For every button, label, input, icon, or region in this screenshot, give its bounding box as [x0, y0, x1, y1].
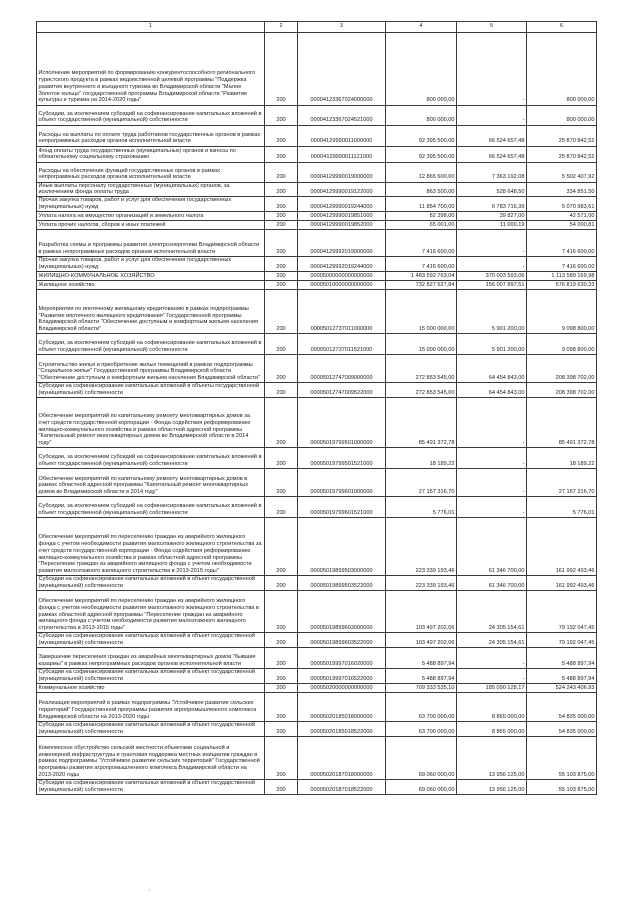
row-kind-cell: 200: [265, 497, 298, 518]
row-approved-cell: 223 339 193,46: [386, 518, 457, 576]
table-row: [37, 669, 597, 684]
row-kind-cell: 200: [265, 32, 298, 105]
row-approved-cell: 85 491 372,78: [386, 398, 457, 448]
row-approved-cell: 82 398,00: [386, 212, 457, 221]
row-code-cell: 00004129990019000000: [298, 162, 386, 182]
row-remaining-cell: 800 000,00: [527, 105, 597, 125]
row-code-cell: 00005012747009000000: [298, 355, 386, 383]
row-remaining-cell: 18 189,22: [527, 448, 597, 469]
row-code-cell: 00005019899503522000: [298, 576, 386, 591]
row-executed-cell: 8 865 000,00: [457, 722, 527, 737]
row-remaining-cell: 85 491 372,78: [527, 398, 597, 448]
table-row: [37, 230, 597, 257]
row-name-cell: Расходы на выплаты по оплате труда работников государственных органов в рамках непрограммных расходов органов исполнительной власти: [37, 125, 265, 146]
budget-table: [36, 21, 597, 795]
row-executed-cell: 156 007 897,51: [457, 281, 527, 290]
row-kind-cell: 200: [265, 197, 298, 212]
row-code-cell: 00004129990011121000: [298, 146, 386, 162]
row-name-cell: Субсидии на софинансирование капитальных вложений в объект государственной (муниципальной) собственности: [37, 633, 265, 648]
row-name-cell: Уплата прочих налогов, сборов и иных платежей: [37, 221, 265, 230]
row-kind-cell: 200: [265, 648, 298, 669]
row-executed-cell: 8 865 000,00: [457, 693, 527, 722]
row-remaining-cell: 1 113 589 169,98: [527, 272, 597, 281]
row-executed-cell: 528 648,50: [457, 182, 527, 197]
row-executed-cell: -: [457, 257, 527, 272]
row-kind-cell: 200: [265, 469, 298, 497]
row-executed-cell: -: [457, 648, 527, 669]
row-approved-cell: 272 853 545,00: [386, 355, 457, 383]
row-executed-cell: 13 956 125,00: [457, 737, 527, 780]
row-executed-cell: -: [457, 469, 527, 497]
row-kind-cell: 200: [265, 722, 298, 737]
column-number: 4: [386, 22, 457, 33]
row-remaining-cell: 161 992 493,46: [527, 518, 597, 576]
row-kind-cell: 200: [265, 693, 298, 722]
row-executed-cell: 11 000,19: [457, 221, 527, 230]
row-approved-cell: 800 000,00: [386, 32, 457, 105]
table-row: [37, 398, 597, 448]
row-remaining-cell: 9 098 800,00: [527, 290, 597, 334]
row-executed-cell: -: [457, 497, 527, 518]
row-remaining-cell: 5 488 897,94: [527, 648, 597, 669]
row-approved-cell: 7 416 600,00: [386, 257, 457, 272]
row-executed-cell: -: [457, 230, 527, 257]
row-approved-cell: 732 827 527,84: [386, 281, 457, 290]
row-kind-cell: 200: [265, 448, 298, 469]
row-executed-cell: 61 346 700,00: [457, 518, 527, 576]
row-approved-cell: 5 776,01: [386, 497, 457, 518]
row-code-cell: 00005010000000000000: [298, 281, 386, 290]
row-code-cell: 00005019997016020000: [298, 648, 386, 669]
row-remaining-cell: 79 192 047,45: [527, 591, 597, 633]
row-code-cell: 00004129990019244000: [298, 197, 386, 212]
row-name-cell: Фонд оплаты труда государственных (муниципальных) органов и взносы по обязательному социальному страхованию: [37, 146, 265, 162]
table-row: [37, 272, 597, 281]
row-remaining-cell: 25 870 842,52: [527, 146, 597, 162]
row-name-cell: Строительство жилья и приобретение жилых помещений в рамках подпрограммы "Социальное жилье" Государственной программы Владимирской области "Обеспечение доступным и комфортным жильем населения Владимирской области": [37, 355, 265, 383]
row-code-cell: 00005019997016522000: [298, 669, 386, 684]
row-name-cell: Разработка схемы и программы развития электроэнергетики Владимирской области в рамках непрограммных расходов органов исполнительной власти: [37, 230, 265, 257]
row-remaining-cell: 42 571,00: [527, 212, 597, 221]
row-kind-cell: 200: [265, 182, 298, 197]
row-kind-cell: 200: [265, 257, 298, 272]
row-approved-cell: 103 497 202,06: [386, 633, 457, 648]
row-approved-cell: 800 000,00: [386, 105, 457, 125]
row-code-cell: 00005019799501000000: [298, 398, 386, 448]
row-name-cell: Субсидии на софинансирование капитальных вложений в объект государственной (муниципальной) собственности: [37, 722, 265, 737]
row-executed-cell: 66 524 657,48: [457, 125, 527, 146]
row-remaining-cell: 9 098 800,00: [527, 334, 597, 355]
row-code-cell: 00005012747009522000: [298, 383, 386, 398]
table-row: [37, 334, 597, 355]
row-remaining-cell: 5 776,01: [527, 497, 597, 518]
row-name-cell: Уплата налога на имущество организаций и земельного налога: [37, 212, 265, 221]
table-row: [37, 448, 597, 469]
row-name-cell: Жилищное хозяйство: [37, 281, 265, 290]
table-row: [37, 576, 597, 591]
row-approved-cell: 103 497 202,06: [386, 591, 457, 633]
row-kind-cell: 200: [265, 212, 298, 221]
row-approved-cell: 92 395 500,00: [386, 146, 457, 162]
table-row: [37, 257, 597, 272]
row-approved-cell: 27 157 316,70: [386, 469, 457, 497]
row-code-cell: 00004129990019122000: [298, 182, 386, 197]
row-executed-cell: -: [457, 669, 527, 684]
column-number: 2: [265, 22, 298, 33]
row-remaining-cell: 5 488 897,94: [527, 669, 597, 684]
row-executed-cell: -: [457, 32, 527, 105]
row-remaining-cell: 25 870 842,52: [527, 125, 597, 146]
table-row: [37, 737, 597, 780]
column-number-row: [37, 22, 597, 33]
row-approved-cell: 15 000 000,00: [386, 290, 457, 334]
table-row: [37, 197, 597, 212]
row-kind-cell: 200: [265, 272, 298, 281]
row-approved-cell: 63 700 000,00: [386, 693, 457, 722]
row-code-cell: 00005019799501521000: [298, 448, 386, 469]
row-approved-cell: 5 488 897,94: [386, 669, 457, 684]
row-name-cell: Обеспечение мероприятий по переселению граждан из аварийного жилищного фонда с учетом необходимости развития малоэтажного жилищного строительства за счет средств государственной корпорации - Фонда содействия реформированию жилищно-коммунального хозяйства в рамках областной адресной программы "Переселение граждан из аварийного жилищного фонда с учетом необходимости развития малоэтажного жилищного строительства в 2013-2015 годы": [37, 518, 265, 576]
row-executed-cell: 5 901 200,00: [457, 290, 527, 334]
row-remaining-cell: 576 819 630,33: [527, 281, 597, 290]
row-remaining-cell: 79 192 047,45: [527, 633, 597, 648]
row-remaining-cell: 7 416 600,00: [527, 230, 597, 257]
row-code-cell: 00004123367024521000: [298, 105, 386, 125]
table-row: [37, 469, 597, 497]
row-code-cell: 00005020185018000000: [298, 693, 386, 722]
row-remaining-cell: 7 416 600,00: [527, 257, 597, 272]
row-code-cell: 00004129990011000000: [298, 125, 386, 146]
row-approved-cell: 63 700 000,00: [386, 722, 457, 737]
row-executed-cell: 61 346 700,00: [457, 576, 527, 591]
row-executed-cell: 6 783 716,39: [457, 197, 527, 212]
row-approved-cell: 69 060 000,00: [386, 737, 457, 780]
row-executed-cell: 7 363 192,08: [457, 162, 527, 182]
row-kind-cell: 200: [265, 518, 298, 576]
row-remaining-cell: 54 835 000,00: [527, 693, 597, 722]
row-remaining-cell: 161 992 493,46: [527, 576, 597, 591]
table-row: [37, 162, 597, 182]
row-name-cell: Субсидии на софинансирование капитальных вложений в объект государственной (муниципальной) собственности: [37, 669, 265, 684]
row-remaining-cell: 5 070 983,61: [527, 197, 597, 212]
column-number: 3: [298, 22, 386, 33]
table-row: [37, 212, 597, 221]
row-approved-cell: 709 333 535,10: [386, 684, 457, 693]
table-row: [37, 518, 597, 576]
row-remaining-cell: 55 103 875,00: [527, 780, 597, 795]
row-executed-cell: -: [457, 105, 527, 125]
table-row: [37, 355, 597, 383]
row-remaining-cell: 54 000,81: [527, 221, 597, 230]
row-executed-cell: 13 956 125,00: [457, 780, 527, 795]
row-code-cell: 00005019899603000000: [298, 591, 386, 633]
row-executed-cell: 39 827,00: [457, 212, 527, 221]
row-name-cell: Исполнение мероприятий по формированию конкурентоспособного регионального туристского продукта в рамках ведомственной целевой программы "Поддержка развития внутреннего и въездного туризма во Владимирской области "Малое Золотое кольцо" государственной программы Владимирской области "Развитие культуры и туризма на 2014-2020 годы": [37, 32, 265, 105]
table-row: [37, 780, 597, 795]
row-name-cell: Субсидии на софинансирование капитальных вложений в объекты государственной (муниципальной) собственности: [37, 383, 265, 398]
row-approved-cell: 1 483 592 763,04: [386, 272, 457, 281]
table-row: [37, 125, 597, 146]
row-kind-cell: 200: [265, 281, 298, 290]
row-approved-cell: 69 060 000,00: [386, 780, 457, 795]
row-kind-cell: 200: [265, 221, 298, 230]
row-name-cell: Мероприятия по ипотечному жилищному кредитованию в рамках подпрограммы "Развитие ипотечного жилищного кредитования" Государственной программы Владимирской области "Обеспечение доступным и комфортным жильем населения Владимирской области": [37, 290, 265, 334]
row-kind-cell: 200: [265, 684, 298, 693]
row-executed-cell: 185 090 128,17: [457, 684, 527, 693]
table-body: [37, 32, 597, 795]
row-name-cell: Субсидии, за исключением субсидий на софинансирование капитальных вложений в объект государственной (муниципальной) собственности: [37, 497, 265, 518]
table-row: [37, 182, 597, 197]
row-name-cell: Реализация мероприятий в рамках подпрограммы "Устойчивое развитие сельских территорий" Государственной программы развития агропромышленного комплекса Владимирской области на 2013-2020 годы: [37, 693, 265, 722]
row-name-cell: Расходы на обеспечение функций государственных органов в рамках непрограммных расходов органов исполнительной власти: [37, 162, 265, 182]
table-row: [37, 633, 597, 648]
row-kind-cell: 200: [265, 398, 298, 448]
row-name-cell: Прочая закупка товаров, работ и услуг для обеспечения государственных (муниципальных) нужд: [37, 257, 265, 272]
table-row: [37, 146, 597, 162]
row-name-cell: Прочая закупка товаров, работ и услуг для обеспечения государственных (муниципальных) нужд: [37, 197, 265, 212]
row-executed-cell: 64 454 843,00: [457, 355, 527, 383]
row-kind-cell: 200: [265, 230, 298, 257]
row-kind-cell: 200: [265, 290, 298, 334]
column-number: 1: [37, 22, 265, 33]
row-approved-cell: 12 865 600,00: [386, 162, 457, 182]
row-remaining-cell: 800 000,00: [527, 32, 597, 105]
row-approved-cell: 15 000 000,00: [386, 334, 457, 355]
row-name-cell: Обеспечение мероприятий по капитальному ремонту многоквартирных домов за счет средств государственной корпорации - Фонда содействия реформированию жилищно-коммунального хозяйства в рамках областной адресной программы "Капитальный ремонт многоквартирных домов во Владимирской области в 2014 году": [37, 398, 265, 448]
row-kind-cell: 200: [265, 105, 298, 125]
row-code-cell: 00004129992019000000: [298, 230, 386, 257]
row-remaining-cell: 524 243 406,93: [527, 684, 597, 693]
column-number: 5: [457, 22, 527, 33]
row-remaining-cell: 27 157 316,70: [527, 469, 597, 497]
row-kind-cell: 200: [265, 669, 298, 684]
row-kind-cell: 200: [265, 591, 298, 633]
table-row: [37, 684, 597, 693]
row-name-cell: Субсидии, за исключением субсидий на софинансирование капитальных вложений в объект государственной (муниципальной) собственности: [37, 334, 265, 355]
scan-mark: ‚: [149, 886, 151, 892]
row-remaining-cell: 334 851,50: [527, 182, 597, 197]
table-row: [37, 497, 597, 518]
table-row: [37, 105, 597, 125]
table-row: [37, 32, 597, 105]
row-remaining-cell: 5 502 407,92: [527, 162, 597, 182]
row-name-cell: Иные выплаты персоналу государственных (муниципальных) органов, за исключением фонда оплаты труда: [37, 182, 265, 197]
row-kind-cell: 200: [265, 737, 298, 780]
row-executed-cell: 24 305 154,61: [457, 633, 527, 648]
row-kind-cell: 200: [265, 146, 298, 162]
column-number: 6: [527, 22, 597, 33]
row-kind-cell: 200: [265, 633, 298, 648]
table-row: [37, 722, 597, 737]
row-name-cell: Завершение переселения граждан из аварийных многоквартирных домов "бывшие казармы" в рамках непрограммных расходов органов исполнительной власти: [37, 648, 265, 669]
row-remaining-cell: 208 398 702,00: [527, 383, 597, 398]
row-code-cell: 00004129992019244000: [298, 257, 386, 272]
row-executed-cell: 64 454 843,00: [457, 383, 527, 398]
table-row: [37, 281, 597, 290]
row-code-cell: 00005012737011521000: [298, 334, 386, 355]
row-executed-cell: 66 524 657,48: [457, 146, 527, 162]
row-kind-cell: 200: [265, 383, 298, 398]
row-code-cell: 00005019799601521000: [298, 497, 386, 518]
row-code-cell: 00005019899503000000: [298, 518, 386, 576]
row-remaining-cell: 208 398 702,00: [527, 355, 597, 383]
table-row: [37, 648, 597, 669]
table-row: [37, 693, 597, 722]
row-approved-cell: 7 416 600,00: [386, 230, 457, 257]
row-executed-cell: 24 305 154,61: [457, 591, 527, 633]
table-row: [37, 221, 597, 230]
table-row: [37, 591, 597, 633]
row-kind-cell: 200: [265, 576, 298, 591]
row-executed-cell: -: [457, 398, 527, 448]
table-row: [37, 383, 597, 398]
row-kind-cell: 200: [265, 355, 298, 383]
row-approved-cell: 11 854 700,00: [386, 197, 457, 212]
row-code-cell: 00005020187018000000: [298, 737, 386, 780]
table-row: [37, 290, 597, 334]
row-executed-cell: -: [457, 448, 527, 469]
row-code-cell: 00005019899603522000: [298, 633, 386, 648]
row-approved-cell: 863 500,00: [386, 182, 457, 197]
row-approved-cell: 272 853 545,00: [386, 383, 457, 398]
row-executed-cell: 370 003 593,06: [457, 272, 527, 281]
row-code-cell: 00004123367024000000: [298, 32, 386, 105]
row-approved-cell: 223 339 193,46: [386, 576, 457, 591]
row-code-cell: 00005020185018522000: [298, 722, 386, 737]
row-code-cell: 00005019799601000000: [298, 469, 386, 497]
row-approved-cell: 5 488 897,94: [386, 648, 457, 669]
row-kind-cell: 200: [265, 780, 298, 795]
row-code-cell: 00004129990019851000: [298, 212, 386, 221]
row-name-cell: Субсидии на софинансирование капитальных вложений в объект государственной (муниципальной) собственности: [37, 576, 265, 591]
row-name-cell: Обеспечение мероприятий по капитальному ремонту многоквартирных домов в рамках областной адресной программы "Капитальный ремонт многоквартирных домов во Владимирской области в 2014 году": [37, 469, 265, 497]
row-code-cell: 00005012737011000000: [298, 290, 386, 334]
row-name-cell: Обеспечение мероприятий по переселению граждан из аварийного жилищного фонда с учетом необходимости развития малоэтажного жилищного строительства в рамках областной адресной программы "Переселение граждан из аварийного жилищного фонда с учетом необходимости развития малоэтажного жилищного строительства в 2013-2015 годы": [37, 591, 265, 633]
row-name-cell: ЖИЛИЩНО-КОММУНАЛЬНОЕ ХОЗЯЙСТВО: [37, 272, 265, 281]
row-approved-cell: 18 189,22: [386, 448, 457, 469]
budget-sheet: [36, 21, 596, 795]
row-approved-cell: 65 001,00: [386, 221, 457, 230]
row-code-cell: 00005020187018522000: [298, 780, 386, 795]
row-code-cell: 00005020000000000000: [298, 684, 386, 693]
row-code-cell: 00004129990019852000: [298, 221, 386, 230]
row-executed-cell: 5 901 200,00: [457, 334, 527, 355]
row-code-cell: 00005000000000000000: [298, 272, 386, 281]
row-kind-cell: 200: [265, 162, 298, 182]
row-kind-cell: 200: [265, 334, 298, 355]
row-name-cell: Комплексное обустройство сельской местности объектами социальной и инженерной инфраструктуры и грантовая поддержка местных инициатив граждан в рамках подпрограммы "Устойчивое развитие сельских территорий" Государственной программы развития агропромышленного комплекса Владимирской области на 2013-2020 годы: [37, 737, 265, 780]
row-approved-cell: 92 395 500,00: [386, 125, 457, 146]
row-kind-cell: 200: [265, 125, 298, 146]
row-remaining-cell: 54 835 000,00: [527, 722, 597, 737]
row-name-cell: Субсидии на софинансирование капитальных вложений в объект государственной (муниципальной) собственности: [37, 780, 265, 795]
row-name-cell: Субсидии, за исключением субсидий на софинансирование капитальных вложений в объект государственной (муниципальной) собственности: [37, 448, 265, 469]
row-name-cell: Субсидии, за исключением субсидий на софинансирование капитальных вложений в объект государственной (муниципальной) собственности: [37, 105, 265, 125]
row-remaining-cell: 55 103 875,00: [527, 737, 597, 780]
row-name-cell: Коммунальное хозяйство: [37, 684, 265, 693]
